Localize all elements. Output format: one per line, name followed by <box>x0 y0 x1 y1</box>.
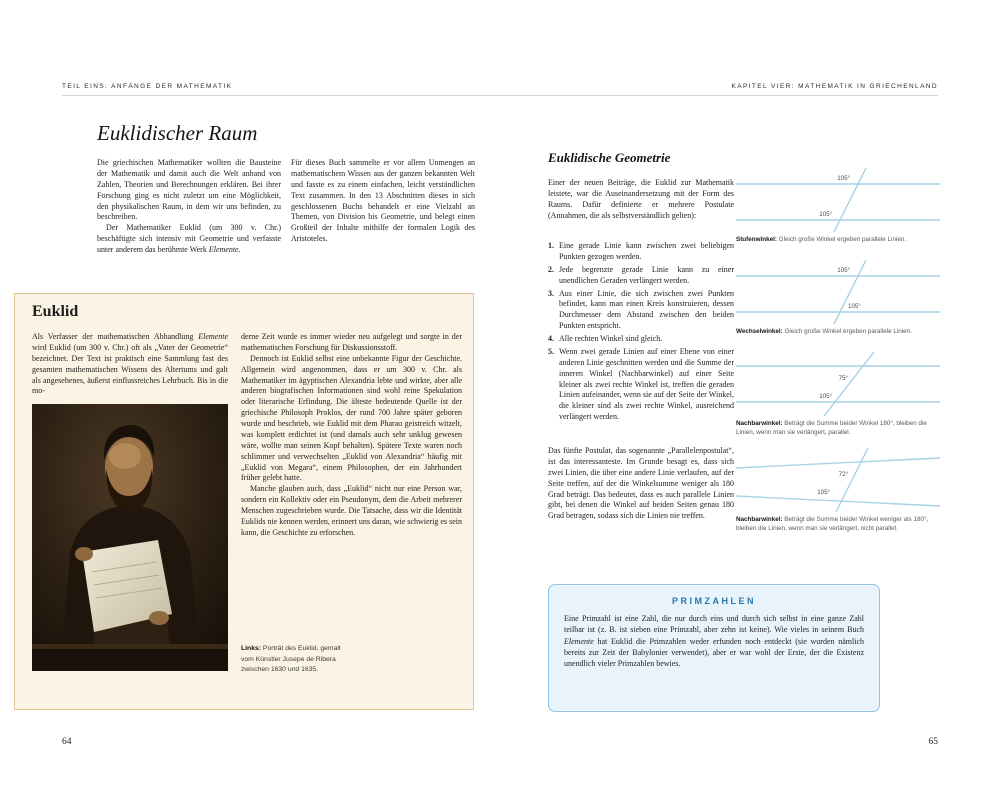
angle-label-top: 72° <box>838 471 848 478</box>
angle-diagram-graphic <box>736 168 940 232</box>
angle-diagram-graphic <box>736 448 940 512</box>
caption-text: Gleich große Winkel ergeben parallele Linien. <box>782 328 912 335</box>
angle-label-top: 105° <box>837 267 850 274</box>
postulate-number: 3. <box>548 288 554 298</box>
text-run: wird Euklid (um 300 v. Chr.) oft als „Vater der Geometrie“ bezeichnet. Der Text ist praktisch eine Sammlung fast des gesamten mathematischen Wissens des Altertums und galt als angesehenes, äußerst einflussreiches Lehrbuch. Bis in die mo- <box>32 342 228 396</box>
postulate-item <box>548 289 734 333</box>
box-column-2 <box>241 332 462 539</box>
section-intro <box>548 178 734 222</box>
angle-diagram-graphic <box>736 260 940 324</box>
postulate-item <box>548 241 734 263</box>
caption-text: Gleich große Winkel ergeben parallele Linien. <box>776 236 907 243</box>
postulates-list <box>548 241 734 425</box>
postulate-text: Wenn zwei gerade Linien auf einer Ebene von einer anderen Linie geschnitten werden und die Summe der inneren Winkel (Nachbarwinkel) auf einer Seite kleiner als zwei rechte Winkel ist, treffen die geraden Linien aufeinander, wenn sie auf der Seite der Winkel, die kleiner sind als zwei rechte Winkel, ausreichend verlängert werden. <box>559 346 734 422</box>
postulate-number: 2. <box>548 264 554 274</box>
running-head-left: TEIL EINS: ANFÄNGE DER MATHEMATIK <box>62 83 233 90</box>
box-title: Euklid <box>32 303 79 320</box>
page-number-right: 65 <box>928 737 938 747</box>
book-title-emphasis: Elemente <box>564 636 594 646</box>
section-paragraph: Einer der neuen Beiträge, die Euklid zur Mathematik leistete, war die Auseinandersetzung mit der Form des Raums. Dafür definierte er mehrere Postulate (Annahmen, die als selbstverständlich gelten): <box>548 178 734 220</box>
postulate-number: 1. <box>548 241 554 250</box>
section-paragraph: Das fünfte Postulat, das sogenannte „Parallelenpostulat“, ist das interessanteste. Im Grunde besagt es, dass sich zwei Linien, die über eine andere Linie verlaufen, auf der Seite treffen, auf der die Winkelsumme weniger als 180 Grad beträgt. Das bedeutet, dass es auch parallele Linien gibt, bei denen die Winkel auf beiden Seiten genau 180 Grad betragen, sodass sich die Linien nie treffen. <box>548 446 734 521</box>
header-rule <box>62 95 938 96</box>
box-column-1 <box>32 332 228 397</box>
postulate-item <box>548 334 734 345</box>
caption-text: Porträt des Euklid, gemalt vom Künstler Jusepe de Ribera zwischen 1630 und 1635. <box>241 645 341 674</box>
angle-label-top: 105° <box>837 175 850 182</box>
angle-label-bottom: 105° <box>848 303 861 310</box>
diagram-caption <box>736 515 940 533</box>
caption-label: Wechselwinkel: <box>736 328 783 335</box>
postulate-item <box>548 347 734 423</box>
closing-paragraph <box>548 446 734 522</box>
text-run: Der Mathematiker Euklid (um 300 v. Chr.) beschäftigte sich intensiv mit Geometrie und verfasste unter anderem das berühmte Werk <box>97 223 281 254</box>
running-head-right: KAPITEL VIER: MATHEMATIK IN GRIECHENLAND <box>731 83 938 90</box>
caption-label: Links: <box>241 645 262 652</box>
diagram-nachbarwinkel-nicht-parallel <box>736 448 940 533</box>
caption-label: Stufenwinkel: <box>736 236 777 243</box>
postulate-text: Jede begrenzte gerade Linie kann zu einer unendlichen Geraden verlängert werden. <box>559 264 734 285</box>
angle-label-bottom: 105° <box>817 489 830 496</box>
diagram-wechselwinkel <box>736 260 940 336</box>
book-title-emphasis: Elemente <box>198 332 228 341</box>
box-paragraph: Manche glauben auch, dass „Euklid“ nicht nur eine Person war, sondern ein Kollektiv oder ein Pseudonym, dem die Arbeit mehrerer Menschen zugeschrieben wurde. Die Tatsache, dass wir die Identität Euklids nie kennen werden, erinnert uns daran, wie schwierig es sein kann, die Geschichte zu erforschen. <box>241 484 462 537</box>
postulate-number: 5. <box>548 346 554 356</box>
angle-label-bottom: 105° <box>819 211 832 218</box>
postulate-item <box>548 265 734 287</box>
caption-text: Beträgt die Summe beider Winkel 180°, bleiben die Linien, wenn man sie verlängert, parallel. <box>736 420 927 437</box>
intro-column-1 <box>97 158 281 256</box>
callout-title: PRIMZAHLEN <box>672 596 756 606</box>
euklid-portrait-image <box>32 404 228 671</box>
text-run: . <box>238 245 241 254</box>
portrait-painting-graphic <box>32 404 228 671</box>
box-paragraph: derne Zeit wurde es immer wieder neu aufgelegt und sorgte in der mathematischen Forschung für Diskussionsstoff. <box>241 332 462 352</box>
book-title-emphasis: Elemente <box>208 245 239 254</box>
postulate-text: Aus einer Linie, die sich zwischen zwei Punkten befindet, kann man einen Kreis konstruieren, dessen Durchmesser dem Abstand zwischen den beiden Punkten entspricht. <box>559 288 734 331</box>
diagram-nachbarwinkel-parallel <box>736 352 940 437</box>
text-run: hat Euklid die Primzahlen weder erfunden noch entdeckt (sie wurden nämlich bereits zur Zeit der Babylonier verwendet), aber er war wohl der Erste, der die Existenz unendlich vieler Primzahlen bewies. <box>564 636 864 669</box>
page-number-left: 64 <box>62 737 72 747</box>
box-paragraph <box>32 332 228 397</box>
diagram-caption <box>736 327 940 336</box>
postulate-number: 4. <box>548 334 554 343</box>
caption-text: Beträgt die Summe beider Winkel weniger als 180°, bleiben die Linien, wenn man sie verlängert, nicht parallel. <box>736 516 929 533</box>
diagram-caption <box>736 235 940 244</box>
intro-paragraph <box>97 223 281 256</box>
angle-label-bottom: 105° <box>819 393 832 400</box>
primzahlen-callout-box <box>548 584 880 712</box>
caption-label: Nachbarwinkel: <box>736 516 783 523</box>
postulate-text: Alle rechten Winkel sind gleich. <box>559 334 663 343</box>
euklid-feature-box <box>14 293 474 710</box>
section-title: Euklidische Geometrie <box>548 150 671 165</box>
page-title: Euklidischer Raum <box>97 121 258 145</box>
intro-paragraph: Für dieses Buch sammelte er vor allem Unmengen an mathematischem Wissen aus der ganzen bekannten Welt und fasste es zu einem einfachen, leicht verständlichen Text zusammen. In den 13 Abschnitten dieses in sich geschlossenen Buchs behandelt er eine Vielzahl an Themen, von Division bis Geometrie, und belegt einen Großteil der Inhalte mithilfe der formalen Logik des Aristoteles. <box>291 158 475 244</box>
angle-label-top: 75° <box>838 375 848 382</box>
box-paragraph: Dennoch ist Euklid selbst eine unbekannte Figur der Geschichte. Allgemein wird angenommen, dass er um 300 v. Chr. als Mathematiker im ägyptischen Alexandria lebte und wirkte, aber alle anderen biografischen Informationen sind wohl reine Spekulation oder literarische Erfindung. Die älteste bedeutende Quelle ist der griechische Philosoph Proklos, der rund 700 Jahre später geboren wurde und beschrieb, wie Euklid mit dem Pharao geistreich witzelt, was komplett erdichtet ist (und damals auch sehr unklug gewesen wäre, wollte man seinen Kopf behalten). Spätere Texte waren noch schlimmer und verwechselten „Euklid von Alexandria“ häufig mit „Euklid von Megara“, einem Philosophen, der ein Jahrhundert früher gelebt hatte. <box>241 353 462 483</box>
portrait-caption <box>241 644 353 676</box>
intro-paragraph: Die griechischen Mathematiker wollten die Bausteine der Mathematik und damit auch die Welt anhand von Zahlen, Theorien und Berechnungen erklären. Bei ihrer Forschung ging es nicht zuletzt um eine Möglichkeit, den physikalischen Raum, in dem wir uns befinden, zu beschreiben. <box>97 158 281 222</box>
text-run: Eine Primzahl ist eine Zahl, die nur durch eins und durch sich selbst in eine ganze Zahl teilbar ist (z. B. ist sieben eine Primzahl, aber zehn ist keine). Wie vieles in seinem Buch <box>564 614 864 635</box>
callout-text <box>564 613 864 670</box>
caption-label: Nachbarwinkel: <box>736 420 783 427</box>
intro-column-2 <box>291 158 475 245</box>
diagram-stufenwinkel <box>736 168 940 244</box>
text-run: Als Verfasser der mathematischen Abhandlung <box>32 332 199 341</box>
angle-diagram-graphic <box>736 352 940 416</box>
diagram-caption <box>736 419 940 437</box>
postulate-text: Eine gerade Linie kann zwischen zwei beliebigen Punkten gezogen werden. <box>559 241 734 261</box>
